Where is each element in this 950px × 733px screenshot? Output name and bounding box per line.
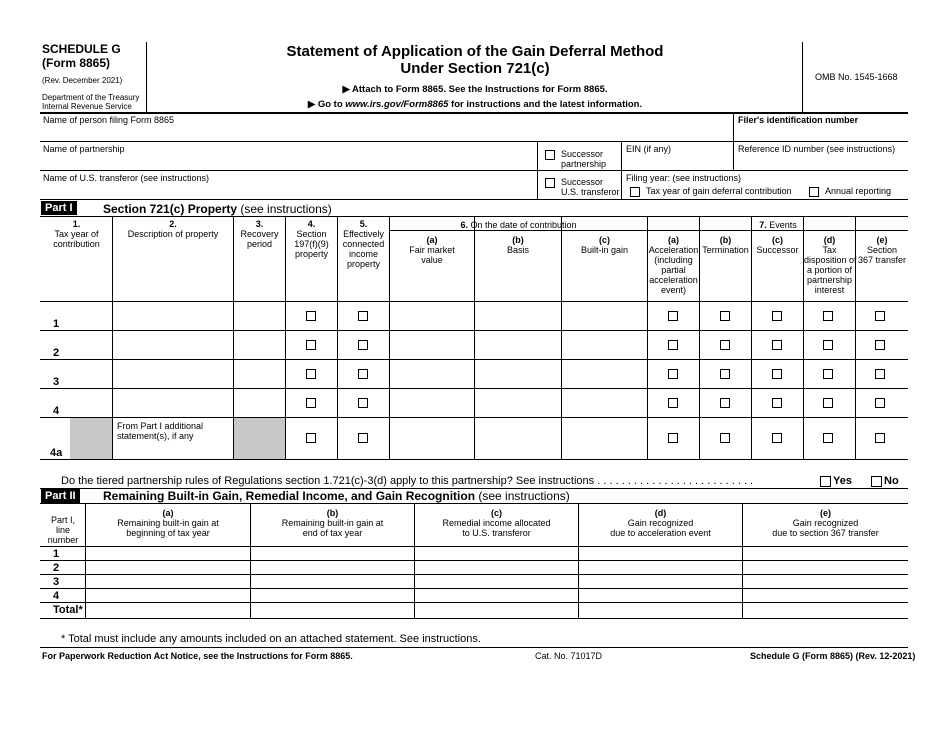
form-number: (Form 8865) xyxy=(42,56,111,70)
p1-col7a-head-4: acceleration xyxy=(649,275,698,285)
p1-row-4-col7d-checkbox[interactable] xyxy=(823,398,833,408)
p1-column-divider xyxy=(647,216,648,459)
p1-row-4a-description: From Part I additional xyxy=(117,421,204,431)
p1-row-4a-col7a-checkbox[interactable] xyxy=(668,433,678,443)
p1-col6a-letter: (a) xyxy=(426,235,438,245)
p1-column-divider xyxy=(561,216,562,459)
p2-colc-letter: (c) xyxy=(491,508,502,518)
filer-id-label: Filer's identification number xyxy=(738,115,859,125)
p1-col7d-head-5: interest xyxy=(814,285,845,295)
p1-col6b-letter: (b) xyxy=(512,235,524,245)
p2-colb-head-2: end of tax year xyxy=(302,528,363,538)
p1-col7e-letter: (e) xyxy=(876,235,888,245)
p1-col7b-head: Termination xyxy=(702,245,749,255)
p1-row-4-label: 4 xyxy=(53,405,60,417)
p1-col1-head-2: contribution xyxy=(53,239,100,249)
p1-col6-head: 6. On the date of contribution xyxy=(460,220,577,230)
p1-col2-num: 2. xyxy=(169,219,177,229)
p1-row-4a-description-2: statement(s), if any xyxy=(117,431,194,441)
annual-reporting-label: Annual reporting xyxy=(825,186,892,196)
p2-row-2-label: 2 xyxy=(53,562,60,574)
p1-col3-head-2: period xyxy=(246,239,273,249)
successor-transferor-label: Successor xyxy=(561,177,604,187)
p1-col2-head: Description of property xyxy=(127,229,219,239)
attach-instruction: ▶ Attach to Form 8865. See the Instructions for Form 8865. xyxy=(342,84,608,95)
p2-cole-letter: (e) xyxy=(820,508,831,518)
p2-row-divider xyxy=(40,574,908,575)
p1-col7d-head-2: disposition of xyxy=(804,255,857,265)
p1-row-4-col7e-checkbox[interactable] xyxy=(875,398,885,408)
p1-col5-head-3: income xyxy=(348,249,378,259)
p1-bottom-border xyxy=(40,459,908,460)
p1-col6c-head: Built-in gain xyxy=(580,245,629,255)
p2-row-divider xyxy=(40,546,908,547)
tiered-partnership-question: Do the tiered partnership rules of Regulations section 1.721(c)-3(d) apply to this partnership? See instructions . . . . . . . . . . . . . . . . . . . . . . . . . . xyxy=(61,475,754,487)
p1-row-1-col5-checkbox[interactable] xyxy=(358,311,368,321)
p1-row-3-label: 3 xyxy=(53,376,60,388)
p1-row-4a-col7d-checkbox[interactable] xyxy=(823,433,833,443)
p1-col3-num: 3. xyxy=(255,219,264,229)
p2-cola-head: Remaining built-in gain at xyxy=(117,518,219,528)
p1-row-1-col4-checkbox[interactable] xyxy=(306,311,316,321)
p1-column-divider xyxy=(751,216,752,459)
p1-row-3-col7d-checkbox[interactable] xyxy=(823,369,833,379)
p2-col0-head-3: number xyxy=(47,535,79,545)
successor-partnership-label: Successor xyxy=(561,149,604,159)
p1-column-divider xyxy=(389,216,390,459)
p1-column-divider xyxy=(285,216,286,459)
name-filing-label: Name of person filing Form 8865 xyxy=(43,115,175,125)
p1-row-2-col4-checkbox[interactable] xyxy=(306,340,316,350)
part1-label: Part I xyxy=(41,201,77,215)
tax-year-contribution-checkbox[interactable] xyxy=(630,187,640,197)
p1-row-2-col7a-checkbox[interactable] xyxy=(668,340,678,350)
p1-col7a-head: Acceleration xyxy=(648,245,699,255)
goto-instruction: ▶ Go to www.irs.gov/Form8865 for instructions and the latest information. xyxy=(307,99,643,110)
p2-row-total-label: Total* xyxy=(53,604,83,616)
p1-row-2-col5-checkbox[interactable] xyxy=(358,340,368,350)
p1-col7-head: 7. Events xyxy=(759,220,797,230)
p2-row-1-label: 1 xyxy=(53,548,60,560)
p1-row-4-col7a-checkbox[interactable] xyxy=(668,398,678,408)
p1-column-divider xyxy=(855,216,856,459)
p1-row-divider xyxy=(40,388,908,389)
name-transferor-label: Name of U.S. transferor (see instructions) xyxy=(43,173,210,183)
p1-col6a-head-2: value xyxy=(421,255,443,265)
p1-col7a-head-3: partial xyxy=(661,265,686,275)
p2-col0-head: Part I, xyxy=(50,515,75,525)
department: Department of the Treasury xyxy=(42,93,140,102)
omb-number: OMB No. 1545-1668 xyxy=(815,72,898,82)
p1-col4-num: 4. xyxy=(307,219,316,229)
p1-row-2-col7e-checkbox[interactable] xyxy=(875,340,885,350)
p1-col7c-letter: (c) xyxy=(772,235,783,245)
p1-col7d-letter: (d) xyxy=(823,235,836,245)
p2-cold-head: Gain recognized xyxy=(627,518,694,528)
p1-column-divider xyxy=(699,216,700,459)
p1-row-4a-shaded-col1 xyxy=(70,418,112,459)
p1-col7c-head: Successor xyxy=(756,245,799,255)
p1-row-1-col7e-checkbox[interactable] xyxy=(875,311,885,321)
p1-col7a-head-2: (including xyxy=(654,255,693,265)
p2-colc-head-2: to U.S. transferor xyxy=(462,528,531,538)
p1-row-3-col7a-checkbox[interactable] xyxy=(668,369,678,379)
p2-cole-head-2: due to section 367 transfer xyxy=(772,528,879,538)
part1-title: Section 721(c) Property (see instructions) xyxy=(103,202,332,216)
p1-col1-num: 1. xyxy=(72,219,81,229)
p1-col6a-head: Fair market xyxy=(409,245,455,255)
p1-column-divider xyxy=(474,216,475,459)
paperwork-notice: For Paperwork Reduction Act Notice, see the Instructions for Form 8865. xyxy=(42,651,353,661)
p1-row-4a-col7e-checkbox[interactable] xyxy=(875,433,885,443)
footer-schedule-id: Schedule G (Form 8865) (Rev. 12-2021) xyxy=(750,651,916,661)
p1-col5-num: 5. xyxy=(359,219,368,229)
p2-row-4-label: 4 xyxy=(53,590,60,602)
p1-col7d-head: Tax xyxy=(822,245,837,255)
p1-column-divider xyxy=(337,216,338,459)
p1-row-divider xyxy=(40,417,908,418)
tiered-yes-label: Yes xyxy=(833,475,852,487)
p1-row-4-col7c-checkbox[interactable] xyxy=(772,398,782,408)
p2-row-3-label: 3 xyxy=(53,576,60,588)
p1-col7b-letter: (b) xyxy=(719,235,732,245)
reference-id-label: Reference ID number (see instructions) xyxy=(738,144,896,154)
p1-row-divider xyxy=(40,301,908,302)
p1-row-4a-col7b-checkbox[interactable] xyxy=(720,433,730,443)
p2-colb-letter: (b) xyxy=(326,508,339,518)
p2-colb-head: Remaining built-in gain at xyxy=(281,518,384,528)
p2-bottom-border xyxy=(40,618,908,619)
p1-col7d-head-4: partnership xyxy=(806,275,853,285)
total-footnote: * Total must include any amounts included on an attached statement. See instructions. xyxy=(61,633,481,645)
p1-row-4-col7b-checkbox[interactable] xyxy=(720,398,730,408)
p1-col4-head-2: 197(f)(9) xyxy=(294,239,329,249)
p2-cola-letter: (a) xyxy=(162,508,174,518)
successor-partnership-label-2: partnership xyxy=(561,159,607,169)
p1-row-3-col5-checkbox[interactable] xyxy=(358,369,368,379)
p1-row-2-col7b-checkbox[interactable] xyxy=(720,340,730,350)
successor-transferor-label-2: U.S. transferor xyxy=(561,187,620,197)
p1-row-divider xyxy=(40,359,908,360)
p1-col1-head: Tax year of xyxy=(54,229,99,239)
p1-row-4a-col5-checkbox[interactable] xyxy=(358,433,368,443)
p1-row-1-label: 1 xyxy=(53,318,60,330)
p2-row-divider xyxy=(40,560,908,561)
p1-col7a-letter: (a) xyxy=(668,235,679,245)
p1-col5-head: Effectively xyxy=(343,229,384,239)
irs-url[interactable]: www.irs.gov/Form8865 xyxy=(345,99,449,110)
tiered-no-checkbox[interactable] xyxy=(871,476,882,487)
ein-label: EIN (if any) xyxy=(626,144,672,154)
p1-col7a-head-5: event) xyxy=(660,285,686,295)
p2-row-divider xyxy=(40,588,908,589)
p2-col0-head-2: line xyxy=(55,525,70,535)
p1-row-4a-col4-checkbox[interactable] xyxy=(306,433,316,443)
p1-row-4a-col7c-checkbox[interactable] xyxy=(772,433,782,443)
tax-year-contribution-label: Tax year of gain deferral contribution xyxy=(646,186,792,196)
p1-col4-head: Section xyxy=(296,229,327,239)
filing-year-label: Filing year: (see instructions) xyxy=(626,173,742,183)
p1-row-4a-label: 4a xyxy=(50,447,63,459)
p1-column-divider xyxy=(112,216,113,459)
p1-col7d-head-3: a portion of xyxy=(806,265,853,275)
successor-transferor-checkbox[interactable] xyxy=(545,178,555,188)
p1-row-4a-shaded-col3 xyxy=(234,418,285,459)
form-title-line2: Under Section 721(c) xyxy=(400,60,550,77)
revision-date: (Rev. December 2021) xyxy=(42,76,123,85)
p1-row-2-col7d-checkbox[interactable] xyxy=(823,340,833,350)
p1-row-1-col7c-checkbox[interactable] xyxy=(772,311,782,321)
form-title-line1: Statement of Application of the Gain Deferral Method xyxy=(286,43,664,60)
p1-col4-head-3: property xyxy=(294,249,329,259)
p1-row-1-col7b-checkbox[interactable] xyxy=(720,311,730,321)
p1-row-4-col5-checkbox[interactable] xyxy=(358,398,368,408)
p2-cola-head-2: beginning of tax year xyxy=(126,528,210,538)
p2-cold-letter: (d) xyxy=(654,508,667,518)
name-partnership-label: Name of partnership xyxy=(43,144,125,154)
part2-label: Part II xyxy=(41,489,80,503)
p2-cold-head-2: due to acceleration event xyxy=(610,528,711,538)
p1-column-divider xyxy=(803,216,804,459)
p2-cole-head: Gain recognized xyxy=(792,518,859,528)
p1-col6c-letter: (c) xyxy=(599,235,610,245)
annual-reporting-checkbox[interactable] xyxy=(809,187,819,197)
p1-col6b-head: Basis xyxy=(506,245,529,255)
successor-partnership-checkbox[interactable] xyxy=(545,150,555,160)
schedule-name: SCHEDULE G xyxy=(42,42,121,56)
p1-row-1-col7d-checkbox[interactable] xyxy=(823,311,833,321)
p1-row-3-col7b-checkbox[interactable] xyxy=(720,369,730,379)
p1-row-3-col7e-checkbox[interactable] xyxy=(875,369,885,379)
agency: Internal Revenue Service xyxy=(42,102,132,111)
p1-row-3-col4-checkbox[interactable] xyxy=(306,369,316,379)
p1-row-3-col7c-checkbox[interactable] xyxy=(772,369,782,379)
p1-row-divider xyxy=(40,330,908,331)
p1-col5-head-4: property xyxy=(346,259,381,269)
catalog-number: Cat. No. 71017D xyxy=(535,651,603,661)
p1-row-1-col7a-checkbox[interactable] xyxy=(668,311,678,321)
tiered-no-label: No xyxy=(884,475,899,487)
p1-col3-head: Recovery xyxy=(240,229,279,239)
p1-col7e-head-2: 367 transfer xyxy=(857,255,907,265)
p1-col7e-head: Section xyxy=(866,245,898,255)
part2-title: Remaining Built-in Gain, Remedial Income, and Gain Recognition (see instructions) xyxy=(103,489,570,503)
p2-colc-head: Remedial income allocated xyxy=(442,518,551,528)
p1-row-2-label: 2 xyxy=(53,347,60,359)
p1-col5-head-2: connected xyxy=(342,239,385,249)
p1-row-2-col7c-checkbox[interactable] xyxy=(772,340,782,350)
p2-row-divider xyxy=(40,602,908,603)
p1-row-4-col4-checkbox[interactable] xyxy=(306,398,316,408)
tiered-yes-checkbox[interactable] xyxy=(820,476,831,487)
p1-subheader-divider xyxy=(389,230,908,231)
